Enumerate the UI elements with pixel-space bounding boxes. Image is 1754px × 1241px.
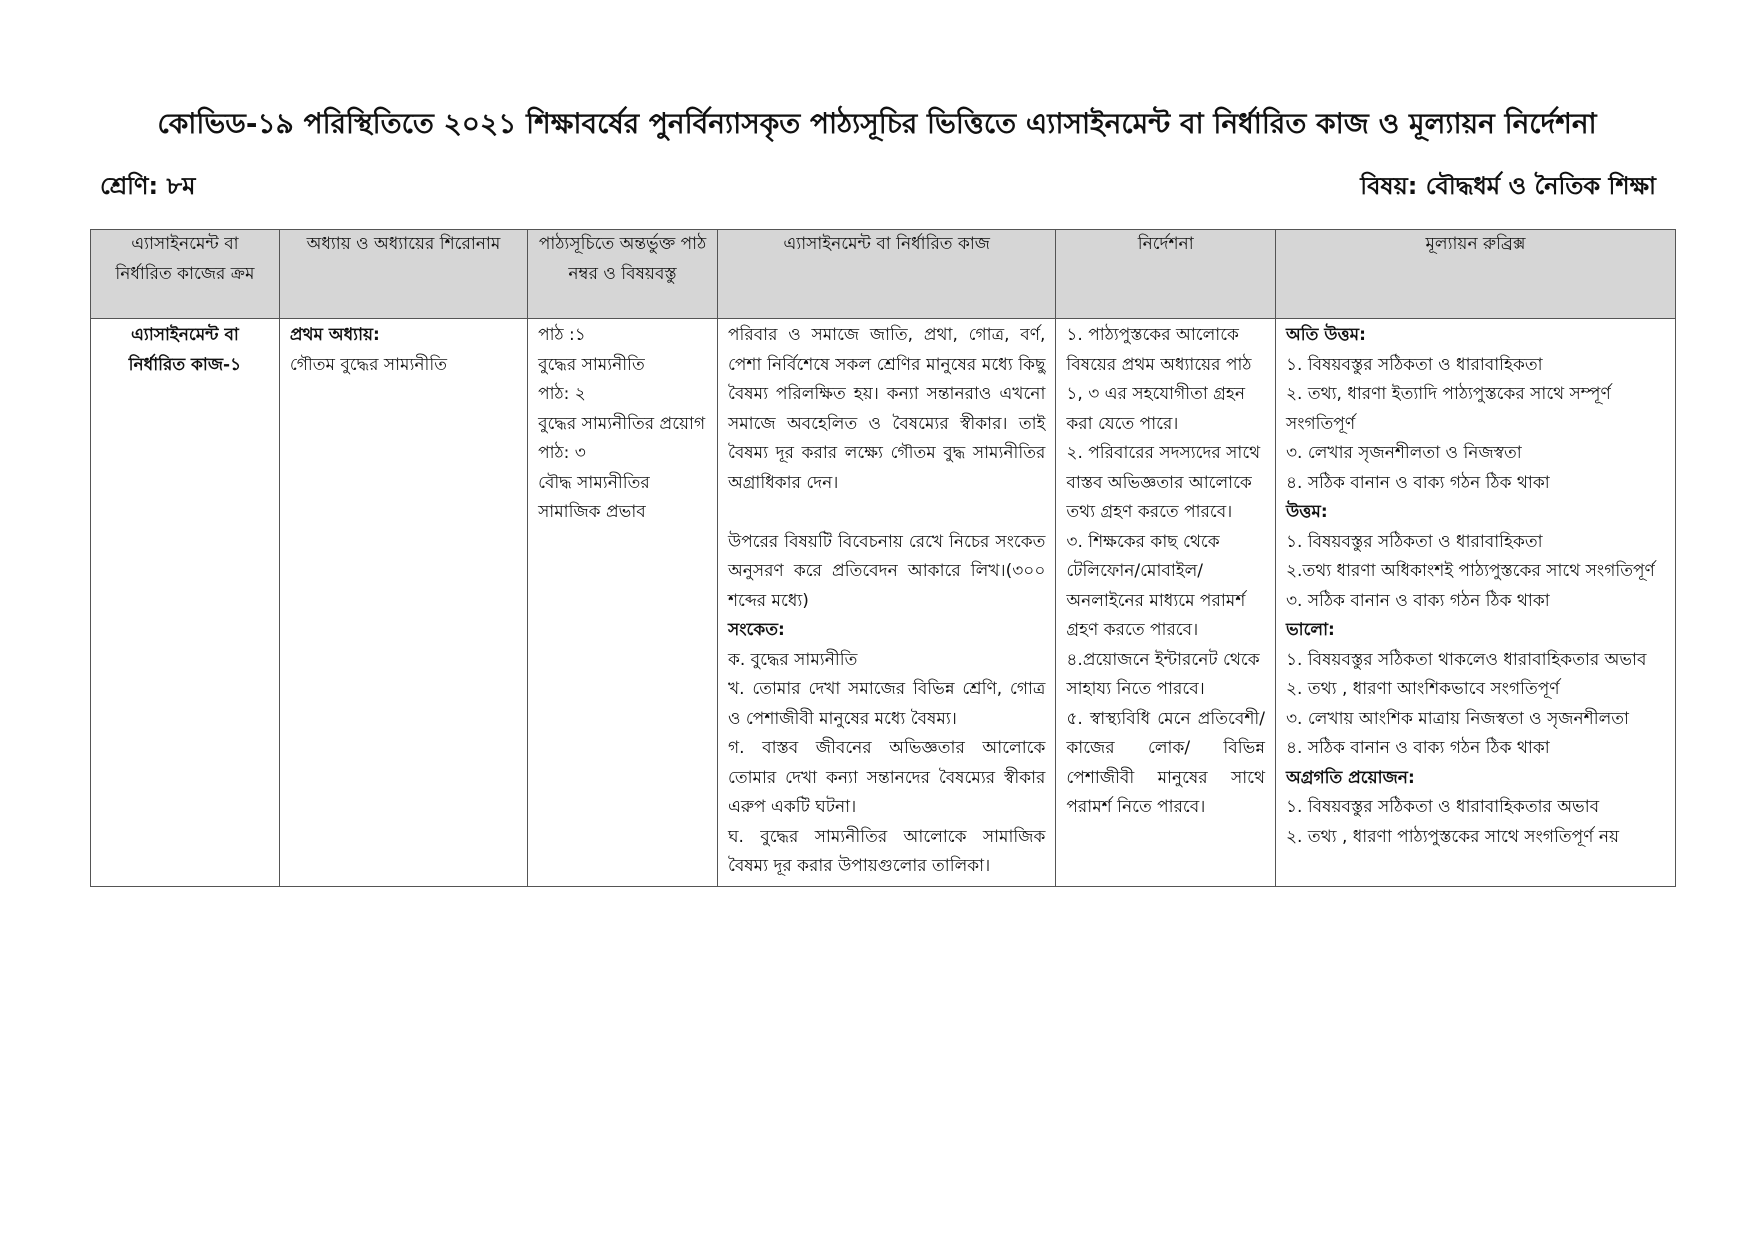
rubric-cell (1275, 319, 1675, 887)
task-intro: পরিবার ও সমাজে জাতি, প্রথা, গোত্র, বর্ণ, পেশা নির্বিশেষে সকল শ্রেণির মানুষের মধ্যে কিছু বৈষম্য পরিলক্ষিত হয়। কন্যা সন্তানরাও এখনো সমাজে অবহেলিত ও বৈষম্যের স্বীকার। তাই বৈষম্য দূর করার লক্ষ্যে গৌতম বুদ্ধ সাম্যনীতির অগ্রাধিকার দেন। (727, 325, 1046, 493)
guidelines-cell (1056, 319, 1276, 887)
rubric-item: ১. বিষয়বস্তুর সঠিকতা থাকলেও ধারাবাহিকতার অভাব (1285, 649, 1647, 670)
lesson-line: পাঠ: ২ (538, 384, 586, 404)
hint-item: ক. বুদ্ধের সাম্যনীতি (727, 649, 858, 670)
rubric-level-needs-improvement: অগ্রগতি প্রয়োজন: (1285, 767, 1415, 788)
rubric-item: ৪. সঠিক বানান ও বাক্য গঠন ঠিক থাকা (1285, 738, 1550, 758)
hint-item: ঘ. বুদ্ধের সাম্যনীতির আলোকে সামাজিক বৈষম্য দূর করার উপায়গুলোর তালিকা। (727, 826, 1046, 876)
guideline-item: ৩. শিক্ষকের কাছ থেকে টেলিফোন/মোবাইল/ অনলাইনের মাধ্যমে পরামর্শ গ্রহণ করতে পারবে। (1066, 531, 1246, 640)
header-assignment-order: এ্যাসাইনমেন্ট বা নির্ধারিত কাজের ক্রম (91, 230, 280, 319)
chapter-cell (279, 319, 527, 887)
rubric-item: ১. বিষয়বস্তুর সঠিকতা ও ধারাবাহিকতা (1285, 354, 1543, 375)
assignment-number-cell (91, 319, 280, 887)
hints-label: সংকেত: (727, 620, 785, 640)
rubric-item: ৩. সঠিক বানান ও বাক্য গঠন ঠিক থাকা (1285, 590, 1550, 611)
rubric-item: ৪. সঠিক বানান ও বাক্য গঠন ঠিক থাকা (1285, 472, 1550, 493)
subject-label: বিষয়: বৌদ্ধধর্ম ও নৈতিক শিক্ষা (1360, 172, 1656, 200)
page-title: কোভিড-১৯ পরিস্থিতিতে ২০২১ শিক্ষাবর্ষের পুনর্বিন্যাসকৃত পাঠ্যসূচির ভিত্তিতে এ্যাসাইনমেন্ট বা নির্ধারিত কাজ ও মূল্যায়ন নির্দেশনা (157, 107, 1597, 140)
lesson-line: বুদ্ধের সাম্যনীতি (538, 354, 645, 375)
lesson-line: বৌদ্ধ সাম্যনীতির সামাজিক প্রভাব (538, 472, 650, 522)
guideline-item: ২. পরিবারের সদস্যদের সাথে বাস্তব অভিজ্ঞতার আলোকে তথ্য গ্রহণ করতে পারবে। (1066, 443, 1261, 522)
header-rubric: মূল্যায়ন রুব্রিক্স (1275, 230, 1675, 319)
rubric-item: ১. বিষয়বস্তুর সঠিকতা ও ধারাবাহিকতার অভাব (1285, 797, 1600, 817)
rubric-item: ২. তথ্য , ধারণা আংশিকভাবে সংগতিপূর্ণ (1285, 679, 1560, 699)
header-guidelines: নির্দেশনা (1056, 230, 1276, 319)
rubric-level-fair: ভালো: (1285, 620, 1335, 640)
guideline-item: ১. পাঠ্যপুস্তকের আলোকে বিষয়ের প্রথম অধ্যায়ের পাঠ ১, ৩ এর সহযোগীতা গ্রহন করা যেতে পারে। (1066, 325, 1252, 434)
rubric-item: ২. তথ্য, ধারণা ইত্যাদি পাঠ্যপুস্তকের সাথে সম্পূর্ণ সংগতিপূর্ণ (1285, 384, 1611, 434)
guideline-item: ৫. স্বাস্থ্যবিধি মেনে প্রতিবেশী/কাজের লোক/ বিভিন্ন পেশাজীবী মানুষের সাথে পরামর্শ নিতে পারবে। (1066, 708, 1265, 817)
header-lessons: পাঠ্যসূচিতে অন্তর্ভুক্ত পাঠ নম্বর ও বিষয়বস্তু (528, 230, 718, 319)
task-instruction: উপরের বিষয়টি বিবেচনায় রেখে নিচের সংকেত অনুসরণ করে প্রতিবেদন আকারে লিখ।(৩০০ শব্দের মধ্যে) (727, 531, 1046, 611)
rubric-level-excellent: অতি উত্তম: (1285, 325, 1366, 345)
lessons-cell (528, 319, 718, 887)
table-header-row (91, 230, 1676, 319)
hint-item: খ. তোমার দেখা সমাজের বিভিন্ন শ্রেণি, গোত্র ও পেশাজীবী মানুষের মধ্যে বৈষম্য। (727, 679, 1046, 729)
rubric-item: ৩. লেখার সৃজনশীলতা ও নিজস্বতা (1285, 443, 1522, 463)
class-label: শ্রেণি: ৮ম (100, 172, 196, 200)
rubric-item: ২. তথ্য , ধারণা পাঠ্যপুস্তকের সাথে সংগতিপূর্ণ নয় (1285, 826, 1619, 847)
guideline-item: ৪.প্রয়োজনে ইন্টারনেট থেকে সাহায্য নিতে পারবে। (1066, 649, 1260, 699)
task-spacer (728, 498, 1045, 528)
header-chapter: অধ্যায় ও অধ্যায়ের শিরোনাম (279, 230, 527, 319)
chapter-label: প্রথম অধ্যায়: (289, 325, 380, 345)
table-row (91, 319, 1676, 887)
lesson-line: পাঠ :১ (538, 325, 586, 345)
task-cell (717, 319, 1055, 887)
lesson-line: পাঠ: ৩ (538, 443, 586, 463)
assignment-number: এ্যাসাইনমেন্ট বা নির্ধারিত কাজ-১ (128, 325, 242, 375)
rubric-item: ৩. লেখায় আংশিক মাত্রায় নিজস্বতা ও সৃজনশীলতা (1285, 708, 1629, 729)
chapter-title: গৌতম বুদ্ধের সাম্যনীতি (289, 354, 448, 375)
lesson-line: বুদ্ধের সাম্যনীতির প্রয়োগ (538, 413, 706, 434)
header-task: এ্যাসাইনমেন্ট বা নির্ধারিত কাজ (717, 230, 1055, 319)
hint-item: গ. বাস্তব জীবনের অভিজ্ঞতার আলোকে তোমার দেখা কন্যা সন্তানদের বৈষম্যের স্বীকার এরুপ একটি ঘটনা। (727, 738, 1046, 817)
rubric-level-good: উত্তম: (1285, 502, 1328, 522)
assignment-table (90, 229, 1676, 887)
rubric-item: ১. বিষয়বস্তুর সঠিকতা ও ধারাবাহিকতা (1285, 531, 1543, 552)
rubric-item: ২.তথ্য ধারণা অধিকাংশই পাঠ্যপুস্তকের সাথে সংগতিপূর্ণ (1285, 561, 1655, 581)
